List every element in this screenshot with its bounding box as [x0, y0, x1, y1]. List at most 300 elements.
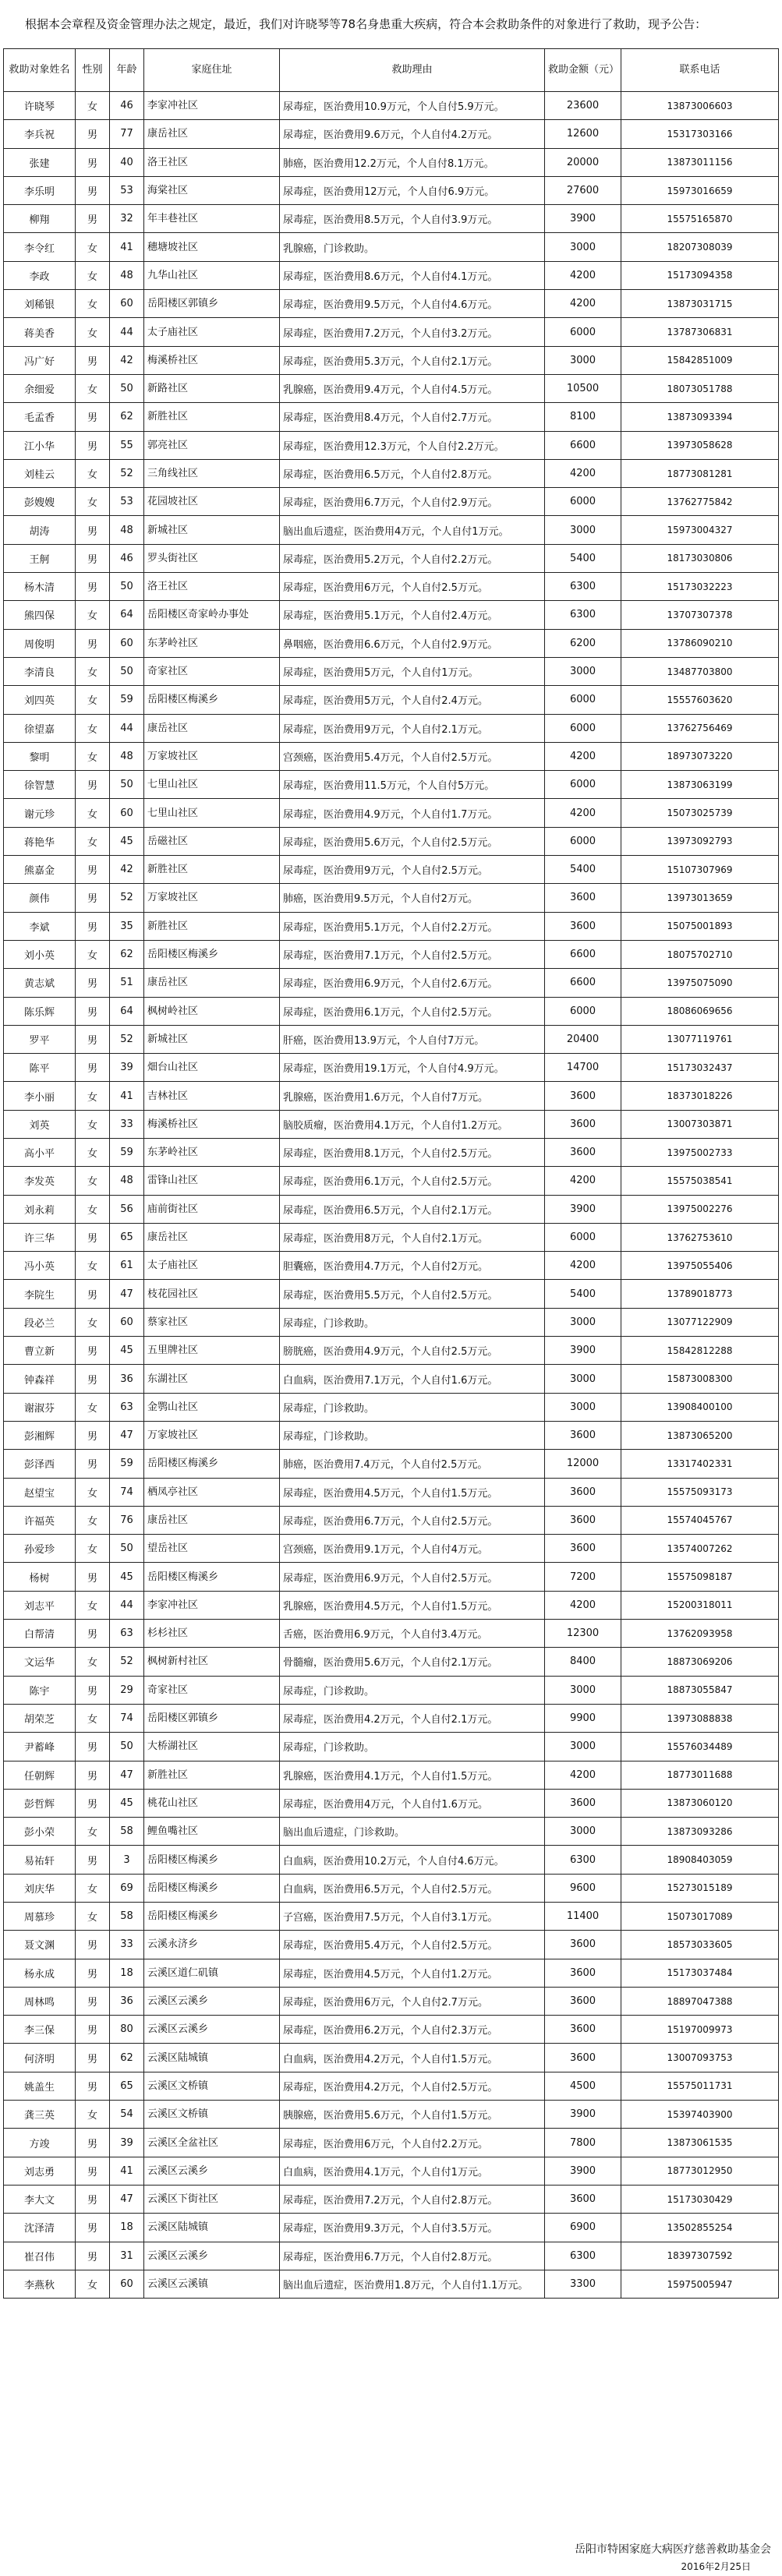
- cell-amount: 4500: [545, 2072, 621, 2100]
- cell-reason: 骨髓瘤，医治费用5.6万元，个人自付2.1万元。: [280, 1648, 545, 1676]
- cell-reason: 尿毒症，门诊救助。: [280, 1421, 545, 1449]
- cell-phone: 18397307592: [621, 2242, 779, 2270]
- cell-name: 高小平: [4, 1138, 76, 1166]
- cell-address: 岳阳楼区奇家岭办事处: [144, 601, 280, 629]
- table-row: [4, 2101, 779, 2129]
- cell-name: 李大文: [4, 2185, 76, 2213]
- cell-sex: 男: [76, 771, 110, 799]
- cell-address: 康岳社区: [144, 1223, 280, 1251]
- cell-amount: 6600: [545, 940, 621, 968]
- cell-phone: 15973016659: [621, 176, 779, 204]
- cell-reason: 尿毒症，医治费用6.7万元，个人自付2.5万元。: [280, 1506, 545, 1534]
- cell-age: 41: [110, 1082, 144, 1110]
- cell-reason: 白血病，医治费用4.2万元，个人自付1.5万元。: [280, 2044, 545, 2072]
- table-row: [4, 573, 779, 601]
- cell-name: 尹蓄峰: [4, 1733, 76, 1761]
- cell-phone: 15173032223: [621, 573, 779, 601]
- cell-name: 刘英: [4, 1110, 76, 1138]
- cell-age: 48: [110, 1167, 144, 1195]
- cell-phone: 13502855254: [621, 2214, 779, 2242]
- cell-age: 62: [110, 940, 144, 968]
- cell-sex: 女: [76, 374, 110, 402]
- cell-reason: 宫颈癌，医治费用5.4万元，个人自付2.5万元。: [280, 742, 545, 770]
- table-row: [4, 742, 779, 770]
- cell-age: 65: [110, 1223, 144, 1251]
- cell-phone: 13873065200: [621, 1421, 779, 1449]
- cell-age: 52: [110, 884, 144, 912]
- table-row: [4, 148, 779, 176]
- cell-age: 56: [110, 1195, 144, 1223]
- cell-sex: 女: [76, 799, 110, 827]
- cell-address: 吉林社区: [144, 1082, 280, 1110]
- cell-phone: 13873093394: [621, 403, 779, 431]
- cell-phone: 13873011156: [621, 148, 779, 176]
- cell-amount: 3600: [545, 1478, 621, 1506]
- cell-address: 五里牌社区: [144, 1337, 280, 1365]
- cell-sex: 男: [76, 346, 110, 374]
- cell-phone: 13975002733: [621, 1138, 779, 1166]
- cell-address: 奇家社区: [144, 657, 280, 685]
- table-row: [4, 2185, 779, 2213]
- cell-reason: 尿毒症，医治费用6.7万元，个人自付2.8万元。: [280, 2242, 545, 2270]
- cell-age: 42: [110, 856, 144, 884]
- cell-phone: 15873008300: [621, 1365, 779, 1393]
- cell-name: 刘永莉: [4, 1195, 76, 1223]
- cell-sex: 女: [76, 1591, 110, 1619]
- cell-amount: 20000: [545, 148, 621, 176]
- cell-name: 文运华: [4, 1648, 76, 1676]
- cell-amount: 5400: [545, 544, 621, 572]
- cell-amount: 6000: [545, 686, 621, 714]
- cell-name: 李乐明: [4, 176, 76, 204]
- cell-amount: 8400: [545, 1648, 621, 1676]
- cell-reason: 脑出血后遗症，医治费用4万元，个人自付1万元。: [280, 516, 545, 544]
- cell-sex: 男: [76, 1931, 110, 1959]
- cell-phone: 15975005947: [621, 2270, 779, 2298]
- table-row: [4, 346, 779, 374]
- cell-address: 新胜社区: [144, 1761, 280, 1789]
- cell-phone: 18173030806: [621, 544, 779, 572]
- cell-amount: 27600: [545, 176, 621, 204]
- cell-reason: 尿毒症，医治费用8.1万元，个人自付2.5万元。: [280, 1138, 545, 1166]
- cell-reason: 尿毒症，门诊救助。: [280, 1393, 545, 1421]
- table-row: [4, 940, 779, 968]
- cell-name: 黄志斌: [4, 969, 76, 997]
- cell-address: 万家坡社区: [144, 742, 280, 770]
- cell-sex: 男: [76, 1959, 110, 1987]
- table-row: [4, 2270, 779, 2298]
- cell-sex: 女: [76, 1167, 110, 1195]
- cell-sex: 女: [76, 2270, 110, 2298]
- cell-phone: 13973092793: [621, 827, 779, 855]
- cell-name: 钟森祥: [4, 1365, 76, 1393]
- cell-phone: 13007303871: [621, 1110, 779, 1138]
- table-row: [4, 969, 779, 997]
- cell-name: 刘志平: [4, 1591, 76, 1619]
- cell-name: 冯广好: [4, 346, 76, 374]
- cell-phone: 13762756469: [621, 714, 779, 742]
- cell-name: 聂文渊: [4, 1931, 76, 1959]
- table-row: [4, 856, 779, 884]
- cell-age: 63: [110, 1393, 144, 1421]
- cell-amount: 4200: [545, 1761, 621, 1789]
- cell-sex: 女: [76, 714, 110, 742]
- cell-age: 76: [110, 1506, 144, 1534]
- cell-amount: 3900: [545, 1195, 621, 1223]
- table-row: [4, 233, 779, 261]
- header-age: 年龄: [110, 49, 144, 92]
- cell-address: 云溪区云溪镇: [144, 2270, 280, 2298]
- cell-sex: 男: [76, 2185, 110, 2213]
- table-row: [4, 1308, 779, 1336]
- cell-phone: 15842812288: [621, 1337, 779, 1365]
- cell-address: 花园坡社区: [144, 488, 280, 516]
- cell-age: 44: [110, 1591, 144, 1619]
- cell-phone: 15200318011: [621, 1591, 779, 1619]
- cell-phone: 15575038541: [621, 1167, 779, 1195]
- cell-address: 庙前街社区: [144, 1195, 280, 1223]
- cell-age: 45: [110, 1337, 144, 1365]
- cell-amount: 6200: [545, 629, 621, 657]
- cell-reason: 尿毒症，医治费用6.2万元，个人自付2.3万元。: [280, 2016, 545, 2044]
- cell-address: 年丰巷社区: [144, 205, 280, 233]
- cell-sex: 男: [76, 205, 110, 233]
- cell-name: 姚盖生: [4, 2072, 76, 2100]
- cell-address: 岳阳楼区梅溪乡: [144, 1563, 280, 1591]
- table-row: [4, 92, 779, 120]
- cell-address: 枝花园社区: [144, 1280, 280, 1308]
- cell-amount: 5400: [545, 856, 621, 884]
- table-row: [4, 516, 779, 544]
- cell-address: 云溪区陆城镇: [144, 2214, 280, 2242]
- table-row: [4, 629, 779, 657]
- cell-amount: 6000: [545, 771, 621, 799]
- table-row: [4, 657, 779, 685]
- cell-amount: 3600: [545, 1082, 621, 1110]
- cell-reason: 尿毒症，医治费用6.9万元，个人自付2.6万元。: [280, 969, 545, 997]
- cell-reason: 肺癌，医治费用7.4万元，个人自付2.5万元。: [280, 1450, 545, 1478]
- cell-reason: 脑出血后遗症，医治费用1.8万元，个人自付1.1万元。: [280, 2270, 545, 2298]
- cell-phone: 15317303166: [621, 120, 779, 148]
- cell-phone: 13975075090: [621, 969, 779, 997]
- cell-phone: 13007093753: [621, 2044, 779, 2072]
- cell-address: 大桥湖社区: [144, 1733, 280, 1761]
- cell-address: 海棠社区: [144, 176, 280, 204]
- cell-sex: 女: [76, 1506, 110, 1534]
- cell-sex: 女: [76, 940, 110, 968]
- table-row: [4, 261, 779, 289]
- cell-sex: 男: [76, 1620, 110, 1648]
- cell-age: 36: [110, 1365, 144, 1393]
- cell-age: 54: [110, 2101, 144, 2129]
- cell-age: 44: [110, 714, 144, 742]
- table-row: [4, 2044, 779, 2072]
- cell-sex: 女: [76, 1393, 110, 1421]
- table-row: [4, 1818, 779, 1846]
- cell-name: 李清良: [4, 657, 76, 685]
- cell-age: 61: [110, 1252, 144, 1280]
- cell-age: 39: [110, 2129, 144, 2157]
- cell-reason: 尿毒症，医治费用5.5万元，个人自付2.5万元。: [280, 1280, 545, 1308]
- table-row: [4, 1054, 779, 1082]
- cell-address: 雷锋山社区: [144, 1167, 280, 1195]
- footer-date: 2016年2月25日: [681, 2561, 751, 2572]
- cell-address: 康岳社区: [144, 120, 280, 148]
- cell-phone: 13973058628: [621, 431, 779, 459]
- cell-reason: 肝癌，医治费用13.9万元，个人自付7万元。: [280, 1025, 545, 1053]
- cell-name: 胡荣芝: [4, 1704, 76, 1732]
- cell-age: 33: [110, 1110, 144, 1138]
- cell-reason: 尿毒症，医治费用7.2万元，个人自付3.2万元。: [280, 318, 545, 346]
- cell-name: 孙爱珍: [4, 1535, 76, 1563]
- cell-age: 59: [110, 686, 144, 714]
- cell-amount: 6300: [545, 601, 621, 629]
- cell-name: 余细爱: [4, 374, 76, 402]
- cell-age: 64: [110, 997, 144, 1025]
- cell-address: 云溪区云溪乡: [144, 2016, 280, 2044]
- cell-address: 云溪区云溪乡: [144, 2157, 280, 2185]
- cell-name: 刘志勇: [4, 2157, 76, 2185]
- cell-amount: 3900: [545, 2157, 621, 2185]
- cell-address: 望岳社区: [144, 1535, 280, 1563]
- cell-phone: 15073025739: [621, 799, 779, 827]
- table-row: [4, 1082, 779, 1110]
- cell-amount: 4200: [545, 1591, 621, 1619]
- cell-amount: 4200: [545, 742, 621, 770]
- cell-address: 岳阳楼区梅溪乡: [144, 1846, 280, 1874]
- cell-reason: 尿毒症，医治费用5万元，个人自付1万元。: [280, 657, 545, 685]
- cell-reason: 乳腺癌，医治费用4.1万元，个人自付1.5万元。: [280, 1761, 545, 1789]
- cell-sex: 女: [76, 1704, 110, 1732]
- cell-phone: 13975055406: [621, 1252, 779, 1280]
- cell-address: 李家冲社区: [144, 92, 280, 120]
- cell-age: 60: [110, 1308, 144, 1336]
- cell-address: 鲤鱼嘴社区: [144, 1818, 280, 1846]
- cell-age: 58: [110, 1818, 144, 1846]
- cell-sex: 男: [76, 1789, 110, 1817]
- cell-address: 云溪区云溪乡: [144, 1987, 280, 2015]
- cell-address: 太子庙社区: [144, 318, 280, 346]
- cell-phone: 15574045767: [621, 1506, 779, 1534]
- cell-sex: 女: [76, 2101, 110, 2129]
- cell-amount: 23600: [545, 92, 621, 120]
- table-row: [4, 205, 779, 233]
- table-row: [4, 884, 779, 912]
- table-row: [4, 912, 779, 940]
- cell-sex: 男: [76, 120, 110, 148]
- cell-reason: 尿毒症，医治费用6.5万元，个人自付2.8万元。: [280, 459, 545, 487]
- cell-phone: 13487703800: [621, 657, 779, 685]
- table-row: [4, 431, 779, 459]
- cell-address: 金鹗山社区: [144, 1393, 280, 1421]
- cell-phone: 15973004327: [621, 516, 779, 544]
- cell-age: 64: [110, 601, 144, 629]
- cell-age: 47: [110, 1761, 144, 1789]
- table-row: [4, 1704, 779, 1732]
- cell-address: 东茅岭社区: [144, 629, 280, 657]
- header-name: 救助对象姓名: [4, 49, 76, 92]
- cell-sex: 男: [76, 1450, 110, 1478]
- cell-phone: 13077119761: [621, 1025, 779, 1053]
- cell-reason: 鼻咽癌，医治费用6.6万元，个人自付2.9万元。: [280, 629, 545, 657]
- relief-recipients-table: [3, 48, 779, 2299]
- cell-address: 云溪永济乡: [144, 1931, 280, 1959]
- cell-reason: 尿毒症，医治费用8.6万元，个人自付4.1万元。: [280, 261, 545, 289]
- cell-age: 18: [110, 1959, 144, 1987]
- cell-reason: 尿毒症，医治费用6万元，个人自付2.5万元。: [280, 573, 545, 601]
- cell-age: 59: [110, 1450, 144, 1478]
- cell-address: 七里山社区: [144, 799, 280, 827]
- cell-age: 50: [110, 1535, 144, 1563]
- cell-address: 云溪区陆城镇: [144, 2044, 280, 2072]
- cell-name: 沈泽清: [4, 2214, 76, 2242]
- cell-age: 65: [110, 2072, 144, 2100]
- cell-sex: 男: [76, 1365, 110, 1393]
- cell-name: 方竣: [4, 2129, 76, 2157]
- table-row: [4, 1591, 779, 1619]
- cell-reason: 尿毒症，医治费用8.4万元，个人自付2.7万元。: [280, 403, 545, 431]
- cell-name: 刘小英: [4, 940, 76, 968]
- cell-phone: 18207308039: [621, 233, 779, 261]
- cell-name: 张建: [4, 148, 76, 176]
- table-row: [4, 1846, 779, 1874]
- cell-age: 62: [110, 2044, 144, 2072]
- cell-age: 45: [110, 827, 144, 855]
- table-row: [4, 1138, 779, 1166]
- cell-amount: 3000: [545, 1365, 621, 1393]
- cell-reason: 尿毒症，医治费用6万元，个人自付2.2万元。: [280, 2129, 545, 2157]
- cell-address: 梅溪桥社区: [144, 1110, 280, 1138]
- cell-age: 60: [110, 799, 144, 827]
- cell-reason: 脑胶质瘤，医治费用4.1万元，个人自付1.2万元。: [280, 1110, 545, 1138]
- cell-reason: 乳腺癌，医治费用9.4万元，个人自付4.5万元。: [280, 374, 545, 402]
- table-row: [4, 1252, 779, 1280]
- cell-phone: 18373018226: [621, 1082, 779, 1110]
- cell-amount: 3000: [545, 1733, 621, 1761]
- cell-address: 万家坡社区: [144, 1421, 280, 1449]
- cell-phone: 15197009973: [621, 2016, 779, 2044]
- cell-address: 郭亮社区: [144, 431, 280, 459]
- cell-age: 50: [110, 374, 144, 402]
- cell-age: 42: [110, 346, 144, 374]
- cell-phone: 13707307378: [621, 601, 779, 629]
- cell-age: 50: [110, 573, 144, 601]
- cell-name: 毛孟香: [4, 403, 76, 431]
- cell-reason: 尿毒症，医治费用9万元，个人自付2.1万元。: [280, 714, 545, 742]
- cell-address: 东茅岭社区: [144, 1138, 280, 1166]
- cell-age: 58: [110, 1903, 144, 1931]
- cell-phone: 15107307969: [621, 856, 779, 884]
- cell-phone: 15576034489: [621, 1733, 779, 1761]
- cell-sex: 女: [76, 1874, 110, 1902]
- cell-reason: 尿毒症，医治费用5.6万元，个人自付2.5万元。: [280, 827, 545, 855]
- cell-phone: 15173094358: [621, 261, 779, 289]
- table-row: [4, 1110, 779, 1138]
- cell-name: 许三华: [4, 1223, 76, 1251]
- table-row: [4, 2214, 779, 2242]
- cell-amount: 3600: [545, 884, 621, 912]
- cell-age: 31: [110, 2242, 144, 2270]
- cell-phone: 15557603620: [621, 686, 779, 714]
- cell-reason: 尿毒症，医治费用7.2万元，个人自付2.8万元。: [280, 2185, 545, 2213]
- cell-name: 段必兰: [4, 1308, 76, 1336]
- cell-age: 47: [110, 2185, 144, 2213]
- cell-reason: 尿毒症，医治费用6.1万元，个人自付2.5万元。: [280, 997, 545, 1025]
- table-row: [4, 374, 779, 402]
- cell-amount: 20400: [545, 1025, 621, 1053]
- cell-amount: 6000: [545, 714, 621, 742]
- table-row: [4, 1535, 779, 1563]
- table-row: [4, 1931, 779, 1959]
- cell-name: 彭泽西: [4, 1450, 76, 1478]
- cell-reason: 肺癌，医治费用9.5万元，个人自付2万元。: [280, 884, 545, 912]
- cell-phone: 13789018773: [621, 1280, 779, 1308]
- cell-amount: 9600: [545, 1874, 621, 1902]
- cell-amount: 6000: [545, 827, 621, 855]
- cell-reason: 尿毒症，医治费用4.5万元，个人自付1.2万元。: [280, 1959, 545, 1987]
- cell-address: 云溪区文桥镇: [144, 2072, 280, 2100]
- cell-amount: 6000: [545, 997, 621, 1025]
- cell-reason: 尿毒症，医治费用5万元，个人自付2.4万元。: [280, 686, 545, 714]
- cell-amount: 3000: [545, 657, 621, 685]
- header-row: [4, 49, 779, 92]
- cell-sex: 女: [76, 318, 110, 346]
- cell-age: 52: [110, 459, 144, 487]
- cell-phone: 18073051788: [621, 374, 779, 402]
- table-row: [4, 1195, 779, 1223]
- cell-sex: 女: [76, 1648, 110, 1676]
- cell-address: 康岳社区: [144, 1506, 280, 1534]
- cell-phone: 15173037484: [621, 1959, 779, 1987]
- cell-address: 穗塘坡社区: [144, 233, 280, 261]
- cell-phone: 18897047388: [621, 1987, 779, 2015]
- cell-name: 李令红: [4, 233, 76, 261]
- cell-phone: 13873006603: [621, 92, 779, 120]
- cell-name: 柳翔: [4, 205, 76, 233]
- cell-address: 枫树岭社区: [144, 997, 280, 1025]
- table-row: [4, 1874, 779, 1902]
- cell-amount: 3600: [545, 1789, 621, 1817]
- cell-phone: 13762093958: [621, 1620, 779, 1648]
- cell-age: 45: [110, 1789, 144, 1817]
- cell-name: 周慕珍: [4, 1903, 76, 1931]
- cell-sex: 男: [76, 912, 110, 940]
- cell-name: 李三保: [4, 2016, 76, 2044]
- cell-name: 杨永成: [4, 1959, 76, 1987]
- cell-name: 赵望宝: [4, 1478, 76, 1506]
- cell-sex: 男: [76, 969, 110, 997]
- cell-address: 云溪区全盆社区: [144, 2129, 280, 2157]
- cell-name: 何济明: [4, 2044, 76, 2072]
- cell-address: 岳阳楼区梅溪乡: [144, 940, 280, 968]
- cell-amount: 7200: [545, 1563, 621, 1591]
- cell-reason: 舌癌，医治费用6.9万元，个人自付3.4万元。: [280, 1620, 545, 1648]
- cell-amount: 3600: [545, 1421, 621, 1449]
- cell-reason: 乳腺癌，医治费用4.5万元，个人自付1.5万元。: [280, 1591, 545, 1619]
- cell-phone: 15842851009: [621, 346, 779, 374]
- cell-amount: 3000: [545, 233, 621, 261]
- cell-name: 彭嫂嫂: [4, 488, 76, 516]
- cell-address: 岳阳楼区梅溪乡: [144, 1874, 280, 1902]
- cell-age: 48: [110, 742, 144, 770]
- cell-phone: 13975002276: [621, 1195, 779, 1223]
- cell-name: 彭小荣: [4, 1818, 76, 1846]
- cell-age: 51: [110, 969, 144, 997]
- cell-amount: 12300: [545, 1620, 621, 1648]
- cell-phone: 18075702710: [621, 940, 779, 968]
- cell-reason: 尿毒症，医治费用4万元，个人自付1.6万元。: [280, 1789, 545, 1817]
- table-row: [4, 1421, 779, 1449]
